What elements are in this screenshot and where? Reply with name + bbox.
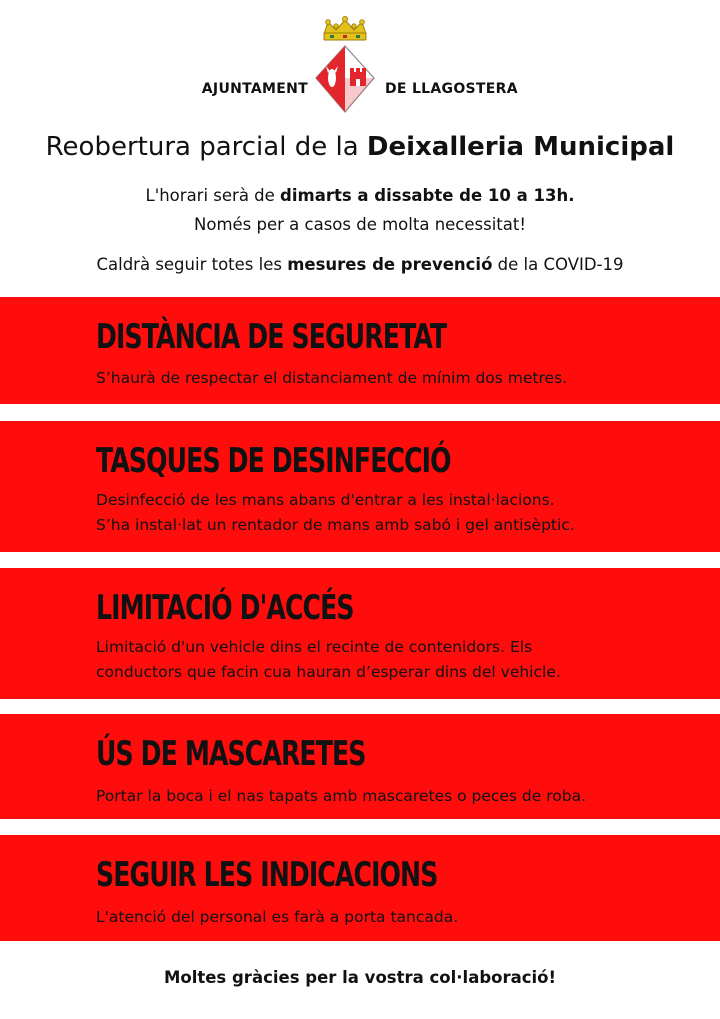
schedule-note: Només per a casos de molta necessitat! (194, 215, 526, 234)
schedule-line (0, 186, 720, 205)
section-text-line: L'atenció del personal es farà a porta tancada. (96, 908, 459, 926)
section-masks (0, 714, 720, 819)
header (0, 14, 720, 122)
section-access-limit (0, 568, 720, 699)
section-disinfection (0, 421, 720, 552)
section-instructions (0, 835, 720, 941)
crown-icon (324, 16, 366, 40)
section-heading: DISTÀNCIA DE SEGURETAT (96, 317, 447, 357)
title-prefix: Reobertura parcial de la (45, 132, 367, 162)
page-title (0, 132, 720, 162)
logo-text-left: AJUNTAMENT (201, 81, 308, 97)
section-text-line: S’haurà de respectar el distanciament de mínim dos metres. (96, 369, 568, 387)
section-heading: LIMITACIÓ D'ACCÉS (96, 588, 354, 628)
measures-suffix: de la COVID-19 (492, 255, 624, 274)
measures-line (0, 255, 720, 274)
section-text-line: S’ha instal·lat un rentador de mans amb sabó i gel antisèptic. (96, 516, 575, 534)
section-heading: TASQUES DE DESINFECCIÓ (96, 441, 451, 481)
section-text-line: Limitació d'un vehicle dins el recinte de contenidors. Els (96, 638, 533, 656)
section-text-line: Desinfecció de les mans abans d'entrar a les instal·lacions. (96, 491, 555, 509)
footer-thanks: Moltes gràcies per la vostra col·laboració! (163, 968, 557, 987)
coat-of-arms-icon (312, 16, 378, 116)
section-distance (0, 297, 720, 404)
schedule-bold: dimarts a dissabte de 10 a 13h. (280, 186, 575, 205)
section-text-line: Portar la boca i el nas tapats amb mascaretes o peces de roba. (96, 787, 587, 805)
section-text-line: conductors que facin cua hauran d’esperar dins del vehicle. (96, 663, 561, 681)
section-heading: ÚS DE MASCARETES (96, 734, 366, 774)
logo-text-right: DE LLAGOSTERA (385, 81, 518, 97)
measures-prefix: Caldrà seguir totes les (96, 255, 288, 274)
schedule-prefix: L'horari serà de (145, 186, 281, 205)
section-heading: SEGUIR LES INDICACIONS (96, 855, 438, 895)
title-bold: Deixalleria Municipal (366, 132, 675, 162)
measures-bold: mesures de prevenció (287, 255, 493, 274)
